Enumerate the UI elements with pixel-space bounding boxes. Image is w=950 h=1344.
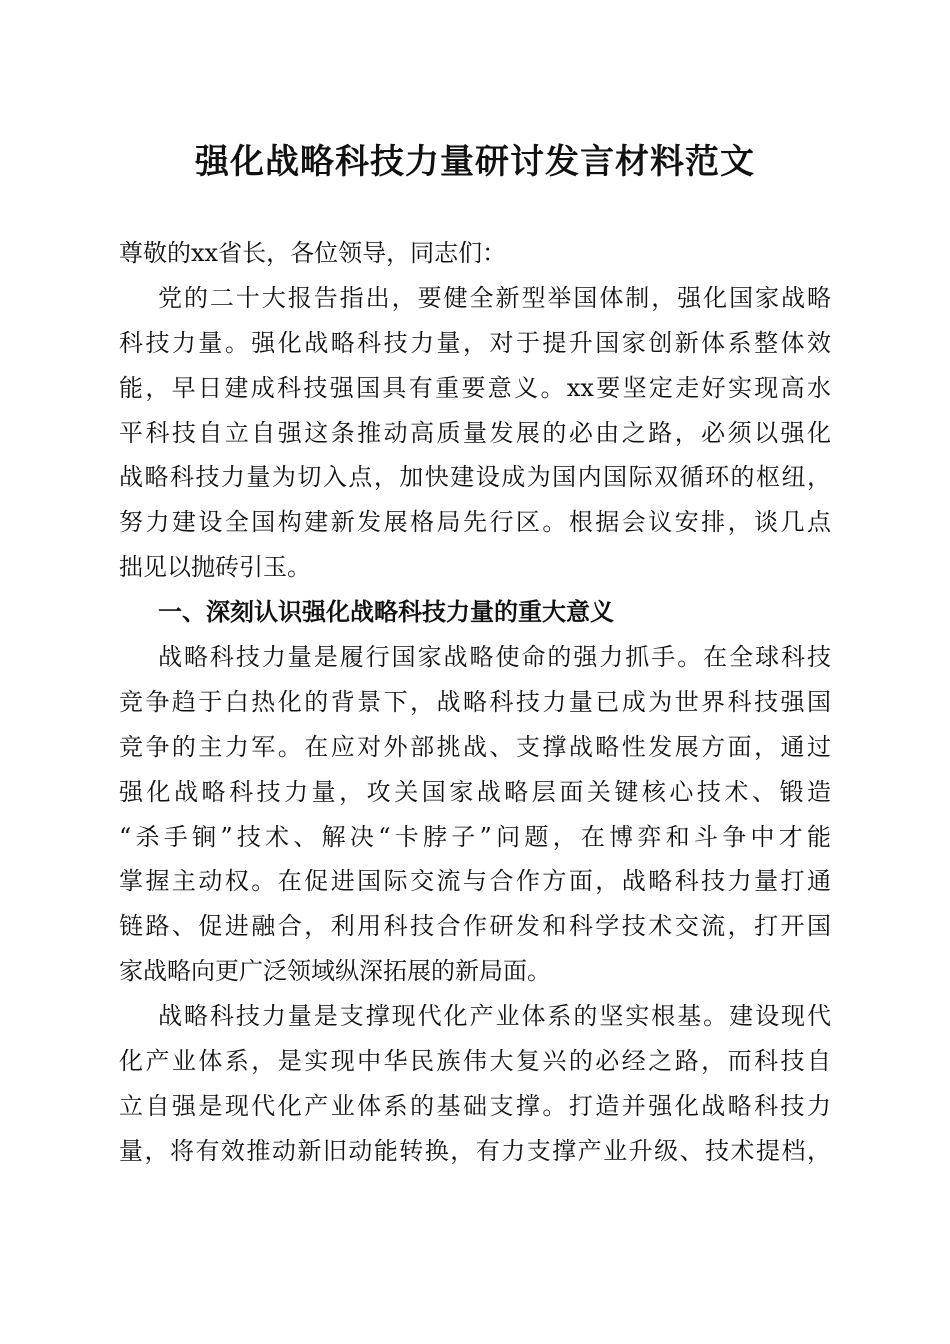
salutation: 尊敬的xx省长，各位领导，同志们： [119,239,507,267]
paragraph-line: 战略科技力量是履行国家战略使命的强力抓手。在全球科技 [158,643,831,672]
section-heading: 一、深刻认识强化战略科技力量的重大意义 [158,598,614,627]
paragraph-line: 家战略向更广泛领域纵深拓展的新局面。 [119,957,551,986]
paragraph-line: 量，将有效推动新旧动能转换，有力支撑产业升级、技术提档， [119,1136,831,1165]
paragraph-line: 平科技自立自强这条推动高质量发展的必由之路，必须以强化 [119,418,831,447]
paragraph-3 [119,994,831,1174]
paragraph-line: 科技力量。强化战略科技力量，对于提升国家创新体系整体效 [119,328,831,357]
paragraph-line: 战略科技力量是支撑现代化产业体系的坚实根基。建设现代 [158,1002,831,1031]
paragraph-line: 战略科技力量为切入点，加快建设成为国内国际双循环的枢纽， [119,463,831,492]
paragraph-line: 化产业体系，是实现中华民族伟大复兴的必经之路，而科技自 [119,1047,831,1076]
paragraph-2 [119,635,831,994]
document-title: 强化战略科技力量研讨发言材料范文 [195,142,755,182]
paragraph-line: 拙见以抛砖引玉。 [119,553,311,582]
paragraph-line: 掌握主动权。在促进国际交流与合作方面，战略科技力量打通 [119,867,831,896]
document-body [119,231,831,1174]
paragraph-line: 立自强是现代化产业体系的基础支撑。打造并强化战略科技力 [119,1091,831,1120]
paragraph-line: 链路、促进融合，利用科技合作研发和科学技术交流，打开国 [119,912,831,941]
paragraph-line: 能，早日建成科技强国具有重要意义。xx要坚定走好实现高水 [119,373,831,402]
paragraph-line: 竞争趋于白热化的背景下，战略科技力量已成为世界科技强国 [119,687,831,716]
paragraph-line: 强化战略科技力量，攻关国家战略层面关键核心技术、锻造 [119,777,831,806]
paragraph-line: 竞争的主力军。在应对外部挑战、支撑战略性发展方面，通过 [119,732,831,761]
paragraph-1 [119,276,831,590]
paragraph-line: 努力建设全国构建新发展格局先行区。根据会议安排，谈几点 [119,508,831,537]
paragraph-line: “杀手锏”技术、解决“卡脖子”问题，在博弈和斗争中才能 [119,822,831,851]
paragraph-line: 党的二十大报告指出，要健全新型举国体制，强化国家战略 [158,283,831,312]
